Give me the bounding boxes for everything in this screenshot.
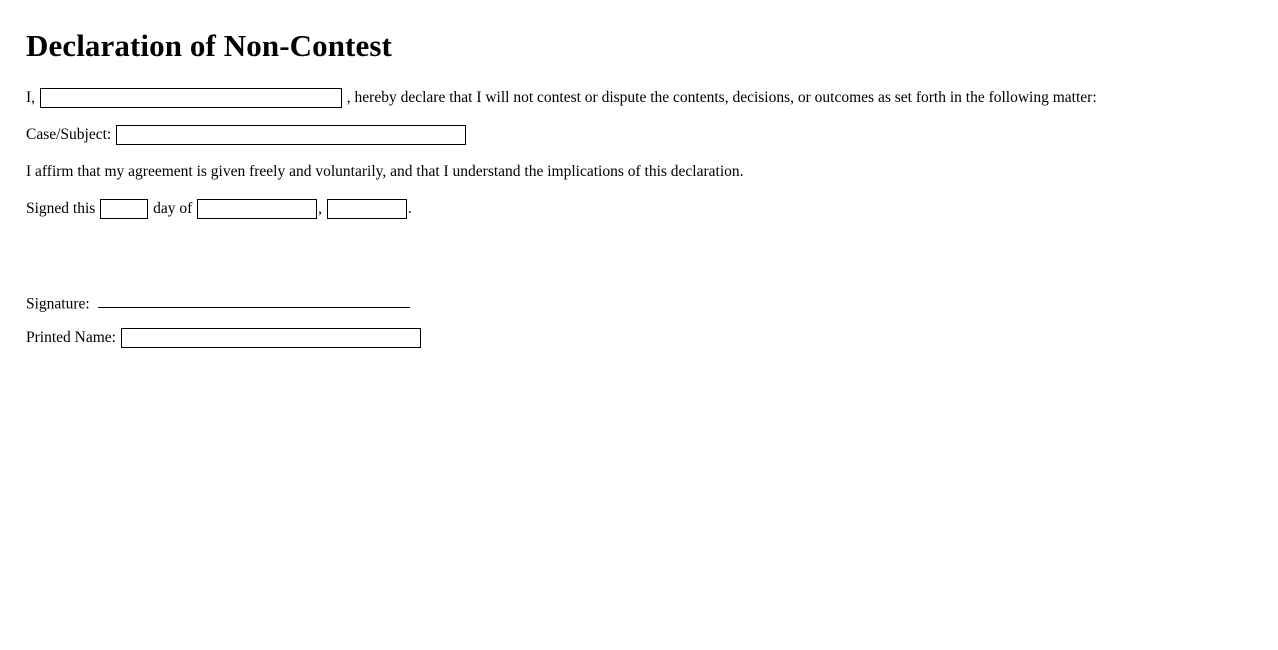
signed-day-input[interactable] <box>100 199 148 219</box>
case-subject-input[interactable] <box>116 125 466 145</box>
signed-this-label: Signed this <box>26 199 96 217</box>
printed-name-label: Printed Name: <box>26 329 116 347</box>
period-separator: . <box>407 199 412 217</box>
signature-line[interactable] <box>98 294 410 308</box>
signature-label: Signature: <box>26 295 90 313</box>
signed-year-input[interactable] <box>327 199 407 219</box>
signed-date-row <box>26 199 1254 220</box>
declarant-name-input[interactable] <box>40 88 342 108</box>
signature-spacer <box>26 236 1254 294</box>
signed-month-input[interactable] <box>197 199 317 219</box>
printed-name-row <box>26 328 1254 348</box>
comma-separator: , <box>318 199 322 217</box>
page-title: Declaration of Non-Contest <box>26 28 392 63</box>
declaration-prefix-text: I, <box>26 89 36 106</box>
declaration-paragraph <box>26 88 1254 109</box>
case-subject-label: Case/Subject: <box>26 125 112 143</box>
signature-row <box>26 294 1254 313</box>
printed-name-input[interactable] <box>121 328 421 348</box>
case-subject-row <box>26 125 1254 146</box>
day-of-label: day of <box>153 199 193 217</box>
declaration-suffix-text: , hereby declare that I will not contest or dispute the contents, decisions, or outcomes as set forth in the following matter: <box>346 89 1097 106</box>
affirmation-paragraph: I affirm that my agreement is given freely and voluntarily, and that I understand the implications of this declaration. <box>26 162 744 180</box>
